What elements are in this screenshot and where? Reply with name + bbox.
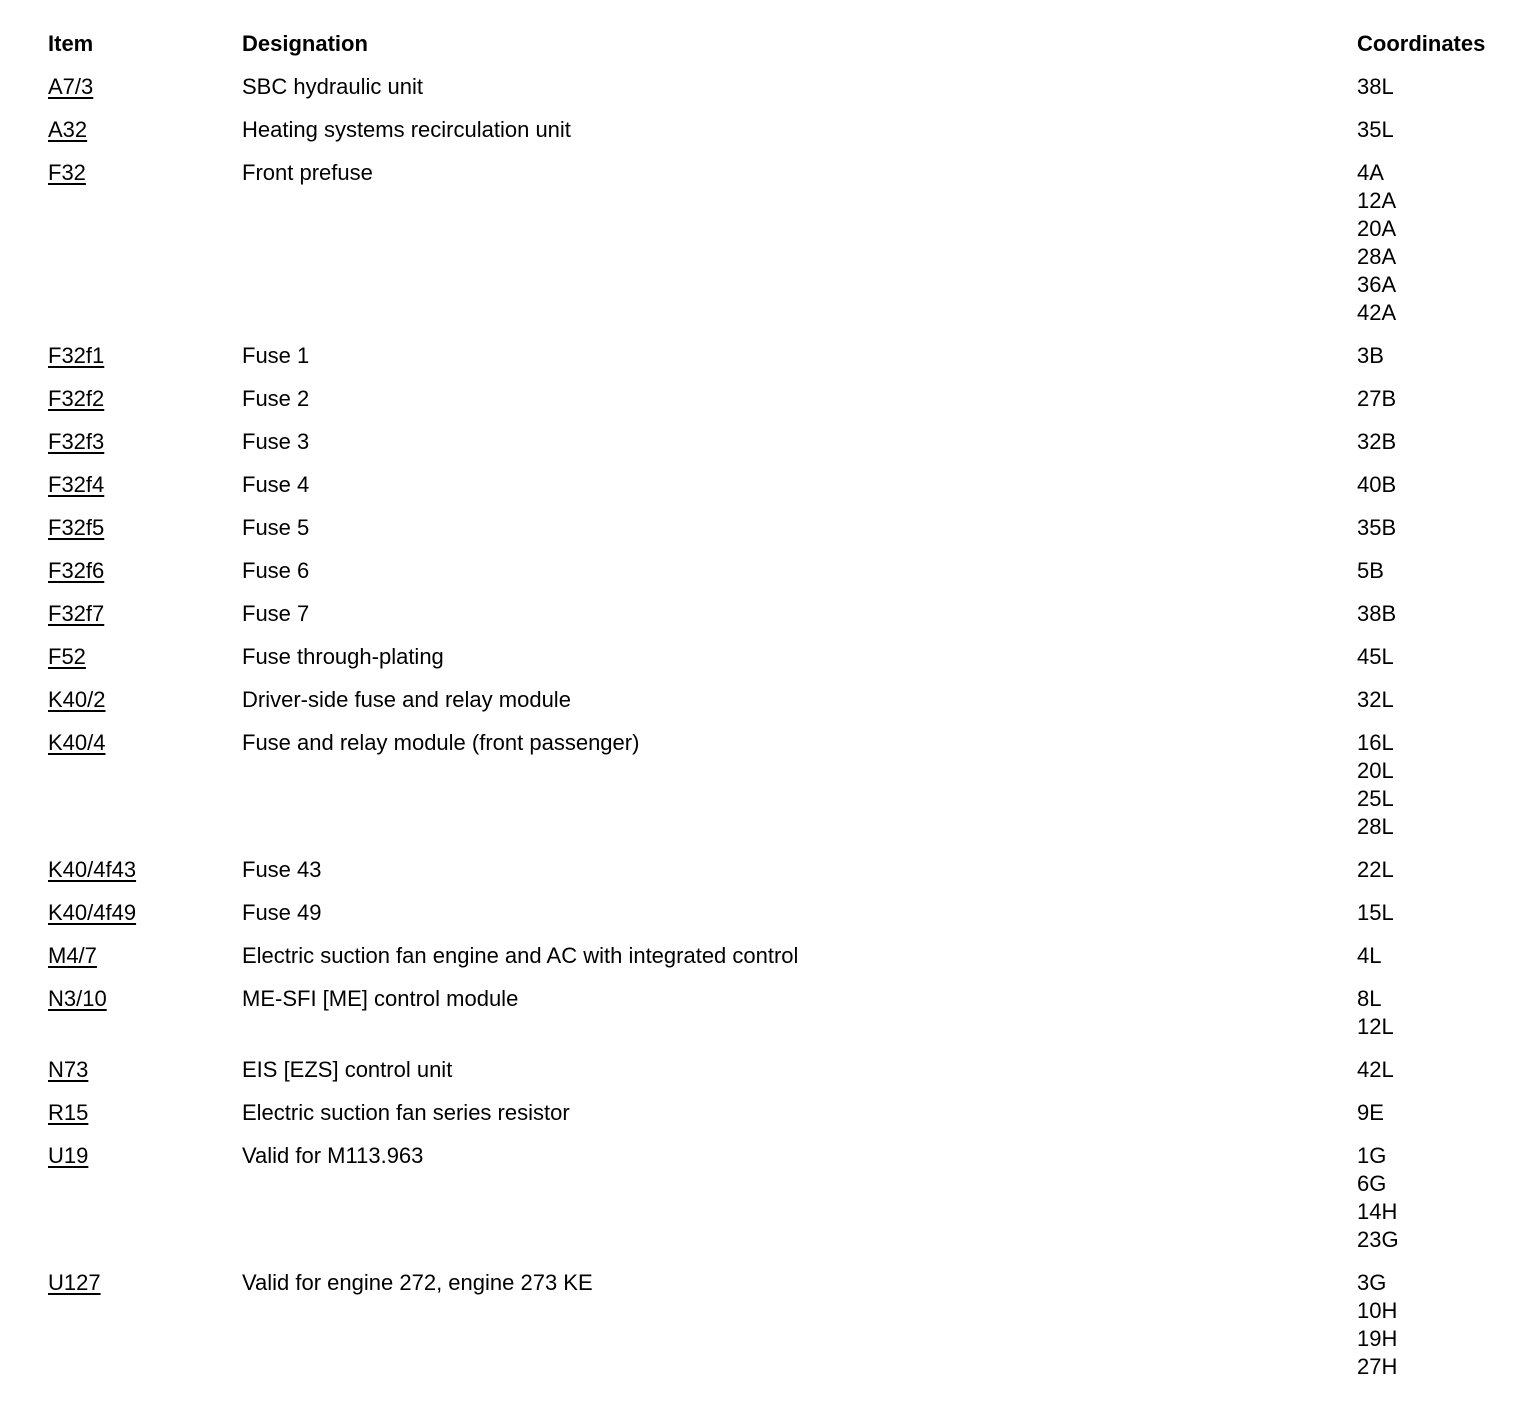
item-cell	[48, 73, 242, 101]
designation-text: Valid for M113.963	[242, 1143, 424, 1168]
item-code-link[interactable]: F32f5	[48, 515, 105, 540]
item-code-link[interactable]: K40/4f43	[48, 857, 137, 882]
item-code-link[interactable]: F32f4	[48, 472, 105, 497]
table-row	[48, 985, 1536, 1041]
coordinate-value: 42L	[1357, 1057, 1394, 1082]
coordinate-value: 10H	[1357, 1298, 1398, 1323]
item-code-link[interactable]: F32f1	[48, 343, 105, 368]
item-cell	[48, 1056, 242, 1084]
coordinates-cell	[1357, 1056, 1527, 1084]
item-code-link[interactable]: K40/4f49	[48, 900, 137, 925]
table-row	[48, 643, 1536, 671]
item-cell	[48, 686, 242, 714]
coordinate-value: 27H	[1357, 1354, 1398, 1379]
coordinates-cell	[1357, 643, 1527, 671]
table-row	[48, 1099, 1536, 1127]
coordinates-cell	[1357, 557, 1527, 585]
table-row	[48, 385, 1536, 413]
designation-text: Fuse and relay module (front passenger)	[242, 730, 640, 755]
coordinate-value: 35B	[1357, 515, 1397, 540]
table-header	[48, 30, 1536, 58]
coordinate-value: 12L	[1357, 1014, 1394, 1039]
item-cell	[48, 471, 242, 499]
item-code-link[interactable]: K40/4	[48, 730, 106, 755]
item-code-link[interactable]: U127	[48, 1270, 101, 1295]
coordinate-value: 28A	[1357, 244, 1397, 269]
coordinates-cell	[1357, 116, 1527, 144]
designation-text: Fuse 1	[242, 343, 310, 368]
table-row	[48, 116, 1536, 144]
item-code-link[interactable]: U19	[48, 1143, 89, 1168]
coordinates-cell	[1357, 856, 1527, 884]
table-row	[48, 557, 1536, 585]
table-row	[48, 1056, 1536, 1084]
coordinate-value: 22L	[1357, 857, 1394, 882]
designation-text: Front prefuse	[242, 160, 373, 185]
item-cell	[48, 557, 242, 585]
coordinate-value: 32B	[1357, 429, 1397, 454]
coordinates-cell	[1357, 600, 1527, 628]
table-row	[48, 600, 1536, 628]
designation-text: Fuse 7	[242, 601, 310, 626]
item-code-link[interactable]: F32f3	[48, 429, 105, 454]
coordinate-value: 36A	[1357, 272, 1397, 297]
coordinate-value: 32L	[1357, 687, 1394, 712]
item-code-link[interactable]: F52	[48, 644, 86, 669]
item-cell	[48, 1269, 242, 1297]
designation-text: ME-SFI [ME] control module	[242, 986, 519, 1011]
table-row	[48, 428, 1536, 456]
designation-text: Fuse 3	[242, 429, 310, 454]
coordinates-cell	[1357, 514, 1527, 542]
coordinates-cell	[1357, 471, 1527, 499]
designation-text: Fuse 2	[242, 386, 310, 411]
table-body	[48, 73, 1536, 1381]
coordinate-value: 42A	[1357, 300, 1397, 325]
coordinate-value: 9E	[1357, 1100, 1384, 1125]
designation-text: Fuse 43	[242, 857, 322, 882]
item-code-link[interactable]: F32f7	[48, 601, 105, 626]
coordinates-cell	[1357, 899, 1527, 927]
coordinates-cell	[1357, 729, 1527, 841]
coordinate-value: 35L	[1357, 117, 1394, 142]
item-code-link[interactable]: N73	[48, 1057, 89, 1082]
coordinate-value: 6G	[1357, 1171, 1387, 1196]
coordinate-value: 5B	[1357, 558, 1384, 583]
coordinates-cell	[1357, 1142, 1527, 1254]
item-code-link[interactable]: A32	[48, 117, 88, 142]
coordinates-cell	[1357, 428, 1527, 456]
designation-text: Electric suction fan series resistor	[242, 1100, 570, 1125]
item-cell	[48, 856, 242, 884]
item-cell	[48, 159, 242, 187]
coordinate-value: 45L	[1357, 644, 1394, 669]
coordinate-value: 8L	[1357, 986, 1382, 1011]
item-code-link[interactable]: F32f6	[48, 558, 105, 583]
coordinate-value: 1G	[1357, 1143, 1387, 1168]
table-row	[48, 471, 1536, 499]
coordinates-cell	[1357, 1269, 1527, 1381]
item-code-link[interactable]: K40/2	[48, 687, 106, 712]
table-row	[48, 729, 1536, 841]
coordinates-cell	[1357, 159, 1527, 327]
item-code-link[interactable]: M4/7	[48, 943, 97, 968]
table-row	[48, 942, 1536, 970]
item-cell	[48, 1099, 242, 1127]
coordinate-value: 38L	[1357, 74, 1394, 99]
table-row	[48, 514, 1536, 542]
coordinates-cell	[1357, 342, 1527, 370]
designation-text: EIS [EZS] control unit	[242, 1057, 453, 1082]
designation-text: Fuse 6	[242, 558, 310, 583]
designation-text: Fuse 5	[242, 515, 310, 540]
item-cell	[48, 116, 242, 144]
coordinate-value: 4L	[1357, 943, 1382, 968]
item-cell	[48, 385, 242, 413]
column-header-coordinates: Coordinates	[1357, 31, 1486, 56]
designation-text: Driver-side fuse and relay module	[242, 687, 571, 712]
designation-text: Fuse 4	[242, 472, 310, 497]
coordinates-cell	[1357, 73, 1527, 101]
item-cell	[48, 643, 242, 671]
item-cell	[48, 514, 242, 542]
coordinate-value: 19H	[1357, 1326, 1398, 1351]
item-cell	[48, 428, 242, 456]
coordinate-value: 15L	[1357, 900, 1394, 925]
coordinate-value: 12A	[1357, 188, 1397, 213]
coordinate-value: 3G	[1357, 1270, 1387, 1295]
table-row	[48, 1142, 1536, 1254]
table-row	[48, 899, 1536, 927]
item-code-link[interactable]: A7/3	[48, 74, 94, 99]
designation-text: Fuse through-plating	[242, 644, 444, 669]
column-header-item: Item	[48, 31, 94, 56]
table-row	[48, 159, 1536, 327]
coordinate-value: 14H	[1357, 1199, 1398, 1224]
item-cell	[48, 985, 242, 1013]
item-code-link[interactable]: N3/10	[48, 986, 107, 1011]
item-code-link[interactable]: F32	[48, 160, 86, 185]
coordinates-cell	[1357, 686, 1527, 714]
column-header-designation: Designation	[242, 31, 368, 56]
item-cell	[48, 342, 242, 370]
coordinate-value: 3B	[1357, 343, 1384, 368]
table-row	[48, 342, 1536, 370]
coordinate-value: 38B	[1357, 601, 1397, 626]
designation-text: Valid for engine 272, engine 273 KE	[242, 1270, 593, 1295]
designation-text: Heating systems recirculation unit	[242, 117, 571, 142]
coordinates-cell	[1357, 985, 1527, 1041]
coordinate-value: 16L	[1357, 730, 1394, 755]
item-cell	[48, 729, 242, 757]
coordinate-value: 20L	[1357, 758, 1394, 783]
table-row	[48, 73, 1536, 101]
coordinate-value: 23G	[1357, 1227, 1399, 1252]
table-row	[48, 1269, 1536, 1381]
coordinate-value: 40B	[1357, 472, 1397, 497]
coordinates-cell	[1357, 1099, 1527, 1127]
designation-text: Fuse 49	[242, 900, 322, 925]
item-code-link[interactable]: R15	[48, 1100, 89, 1125]
item-cell	[48, 942, 242, 970]
coordinate-value: 25L	[1357, 786, 1394, 811]
designation-text: Electric suction fan engine and AC with integrated control	[242, 943, 799, 968]
item-cell	[48, 1142, 242, 1170]
table-row	[48, 686, 1536, 714]
coordinate-value: 28L	[1357, 814, 1394, 839]
coordinate-value: 20A	[1357, 216, 1397, 241]
coordinate-value: 27B	[1357, 386, 1397, 411]
table-row	[48, 856, 1536, 884]
designation-text: SBC hydraulic unit	[242, 74, 423, 99]
item-cell	[48, 600, 242, 628]
coordinates-cell	[1357, 385, 1527, 413]
item-cell	[48, 899, 242, 927]
item-code-link[interactable]: F32f2	[48, 386, 105, 411]
coordinate-value: 4A	[1357, 160, 1384, 185]
coordinates-cell	[1357, 942, 1527, 970]
